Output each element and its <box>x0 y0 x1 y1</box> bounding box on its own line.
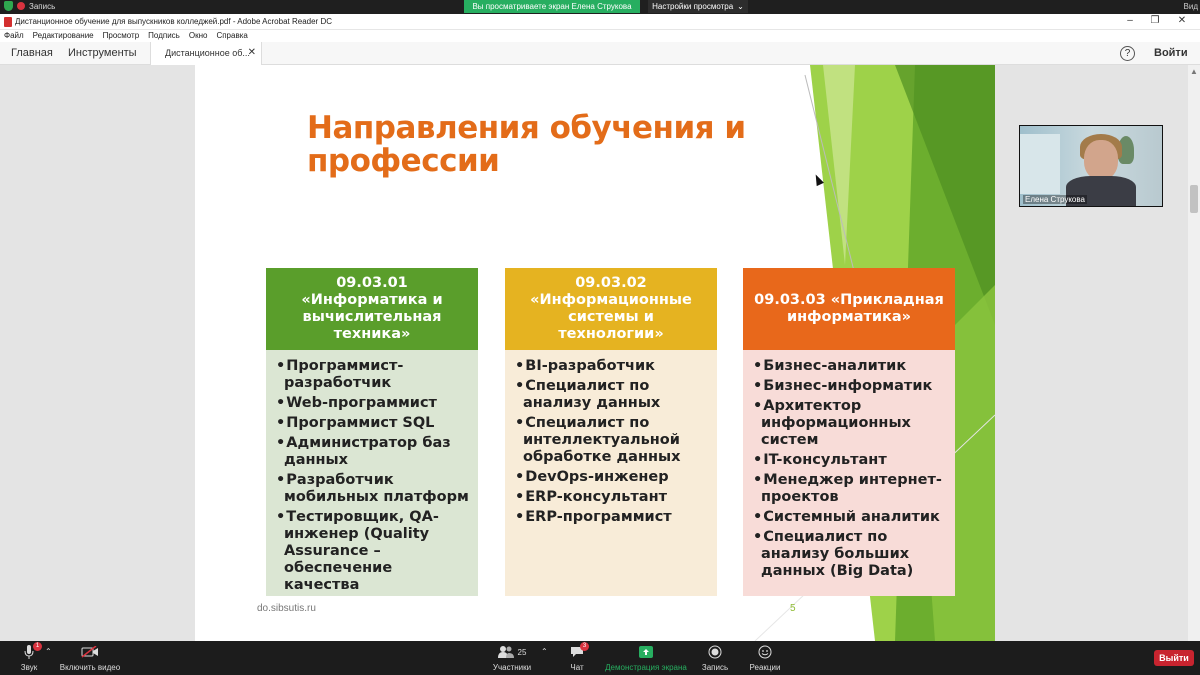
list-item: • Бизнес-аналитик <box>753 358 949 375</box>
record-label: Запись <box>701 663 729 672</box>
help-icon[interactable]: ? <box>1120 46 1135 61</box>
slide-page <box>195 65 995 641</box>
list-item: • ERP-консультант <box>515 489 711 506</box>
list-item: • ERP-программист <box>515 509 711 526</box>
list-item: • Программист-разработчик <box>276 358 472 392</box>
view-options-label: Настройки просмотра <box>652 2 734 11</box>
list-item: • Web-программист <box>276 395 472 412</box>
meeting-toolbar <box>0 641 1200 675</box>
share-screen-icon <box>604 644 688 660</box>
menu-view[interactable]: Просмотр <box>102 31 140 40</box>
tab-close-icon[interactable]: ✕ <box>247 47 256 58</box>
video-off-icon <box>58 644 122 660</box>
profession-list <box>276 358 472 594</box>
participants-options-icon[interactable]: ⌃ <box>541 647 548 656</box>
program-header: 09.03.01 «Информатика и вычислительная техника» <box>266 268 478 350</box>
menu-window[interactable]: Окно <box>188 31 208 40</box>
menu-edit[interactable]: Редактирование <box>32 31 94 40</box>
minimize-icon[interactable]: – <box>1127 15 1133 26</box>
program-body <box>743 350 955 596</box>
view-options-button[interactable] <box>648 0 748 13</box>
program-body <box>505 350 717 596</box>
tab-document[interactable] <box>150 42 262 65</box>
program-body <box>266 350 478 596</box>
close-icon[interactable]: ✕ <box>1177 15 1187 26</box>
zoom-top-strip <box>0 0 1200 14</box>
window-title: Дистанционное обучение для выпускников колледжей.pdf - Adobe Acrobat Reader DC <box>15 17 332 26</box>
chat-label: Чат <box>570 663 584 672</box>
list-item: • Специалист по анализу больших данных (Big Data) <box>753 529 949 580</box>
audio-badge: 1 <box>33 642 42 651</box>
program-column-3 <box>743 268 955 596</box>
tab-home[interactable]: Главная <box>11 47 53 59</box>
pdf-icon <box>4 17 12 27</box>
video-label: Включить видео <box>59 663 121 672</box>
scroll-up-icon[interactable]: ▲ <box>1190 67 1198 76</box>
leave-meeting-button[interactable]: Выйти <box>1154 650 1194 666</box>
tab-tools[interactable]: Инструменты <box>68 47 137 59</box>
record-button[interactable] <box>700 644 730 672</box>
slide-title <box>307 112 746 178</box>
participants-icon <box>490 644 534 660</box>
list-item: • Разработчик мобильных платформ <box>276 472 472 506</box>
list-item: • IT-консультант <box>753 452 949 469</box>
record-icon <box>700 644 730 660</box>
scrollbar-thumb[interactable] <box>1190 185 1198 213</box>
slide-title-line1: Направления обучения и <box>307 110 746 146</box>
video-window <box>1020 134 1060 194</box>
list-item: • Специалист по анализу данных <box>515 378 711 412</box>
view-button[interactable]: Вид <box>1183 2 1198 11</box>
program-column-2 <box>505 268 717 596</box>
participants-count: 25 <box>517 647 527 657</box>
chevron-down-icon: ⌄ <box>737 2 744 11</box>
participants-button[interactable] <box>490 644 534 672</box>
list-item: • Администратор баз данных <box>276 435 472 469</box>
restore-icon[interactable]: ❐ <box>1150 15 1160 26</box>
microphone-icon <box>14 644 44 660</box>
list-item: • BI-разработчик <box>515 358 711 375</box>
program-column-1 <box>266 268 478 596</box>
menu-help[interactable]: Справка <box>216 31 248 40</box>
audio-button[interactable] <box>14 644 44 672</box>
recording-label: Запись <box>29 1 56 11</box>
list-item: • Программист SQL <box>276 415 472 432</box>
footer-site: do.sibsutis.ru <box>257 603 316 614</box>
slide-title-line2: профессии <box>307 143 500 179</box>
chat-icon <box>565 644 589 660</box>
reactions-button[interactable] <box>749 644 781 672</box>
video-button[interactable] <box>58 644 122 672</box>
chat-button[interactable] <box>565 644 589 672</box>
screen-share-banner: Вы просматриваете экран Елена Струкова <box>464 0 640 13</box>
recording-indicator <box>4 1 55 11</box>
list-item: • Бизнес-информатик <box>753 378 949 395</box>
program-header: 09.03.03 «Прикладная информатика» <box>743 268 955 350</box>
vertical-scrollbar[interactable] <box>1188 65 1200 641</box>
menubar <box>0 30 1200 42</box>
video-face <box>1084 140 1118 180</box>
list-item: • Менеджер интернет-проектов <box>753 472 949 506</box>
record-dot-icon <box>17 2 25 10</box>
share-screen-label: Демонстрация экрана <box>605 663 687 672</box>
tab-bar <box>0 42 1200 65</box>
profession-list <box>753 358 949 580</box>
reactions-label: Реакции <box>749 663 781 672</box>
participant-name: Елена Струкова <box>1025 195 1085 204</box>
menu-file[interactable]: Файл <box>4 31 24 40</box>
list-item: • Архитектор информационных систем <box>753 398 949 449</box>
list-item: • Системный аналитик <box>753 509 949 526</box>
reactions-icon <box>749 644 781 660</box>
participants-label: Участники <box>492 663 532 672</box>
participant-video[interactable] <box>1019 125 1163 207</box>
page-number: 5 <box>790 603 796 614</box>
tab-document-label: Дистанционное об... <box>165 48 250 58</box>
chat-badge: 3 <box>580 642 589 651</box>
audio-options-icon[interactable]: ⌃ <box>45 647 52 656</box>
menu-sign[interactable]: Подпись <box>148 31 180 40</box>
security-shield-icon <box>4 1 13 11</box>
audio-label: Звук <box>20 663 38 672</box>
window-titlebar <box>0 14 1200 30</box>
signin-button[interactable]: Войти <box>1154 47 1188 59</box>
share-screen-button[interactable] <box>604 644 688 672</box>
list-item: • Специалист по интеллектуальной обработке данных <box>515 415 711 466</box>
program-header: 09.03.02 «Информационные системы и технологии» <box>505 268 717 350</box>
profession-list <box>515 358 711 526</box>
list-item: • DevOps-инженер <box>515 469 711 486</box>
list-item: • Тестировщик, QA-инженер (Quality Assurance – обеспечение качества <box>276 509 472 594</box>
